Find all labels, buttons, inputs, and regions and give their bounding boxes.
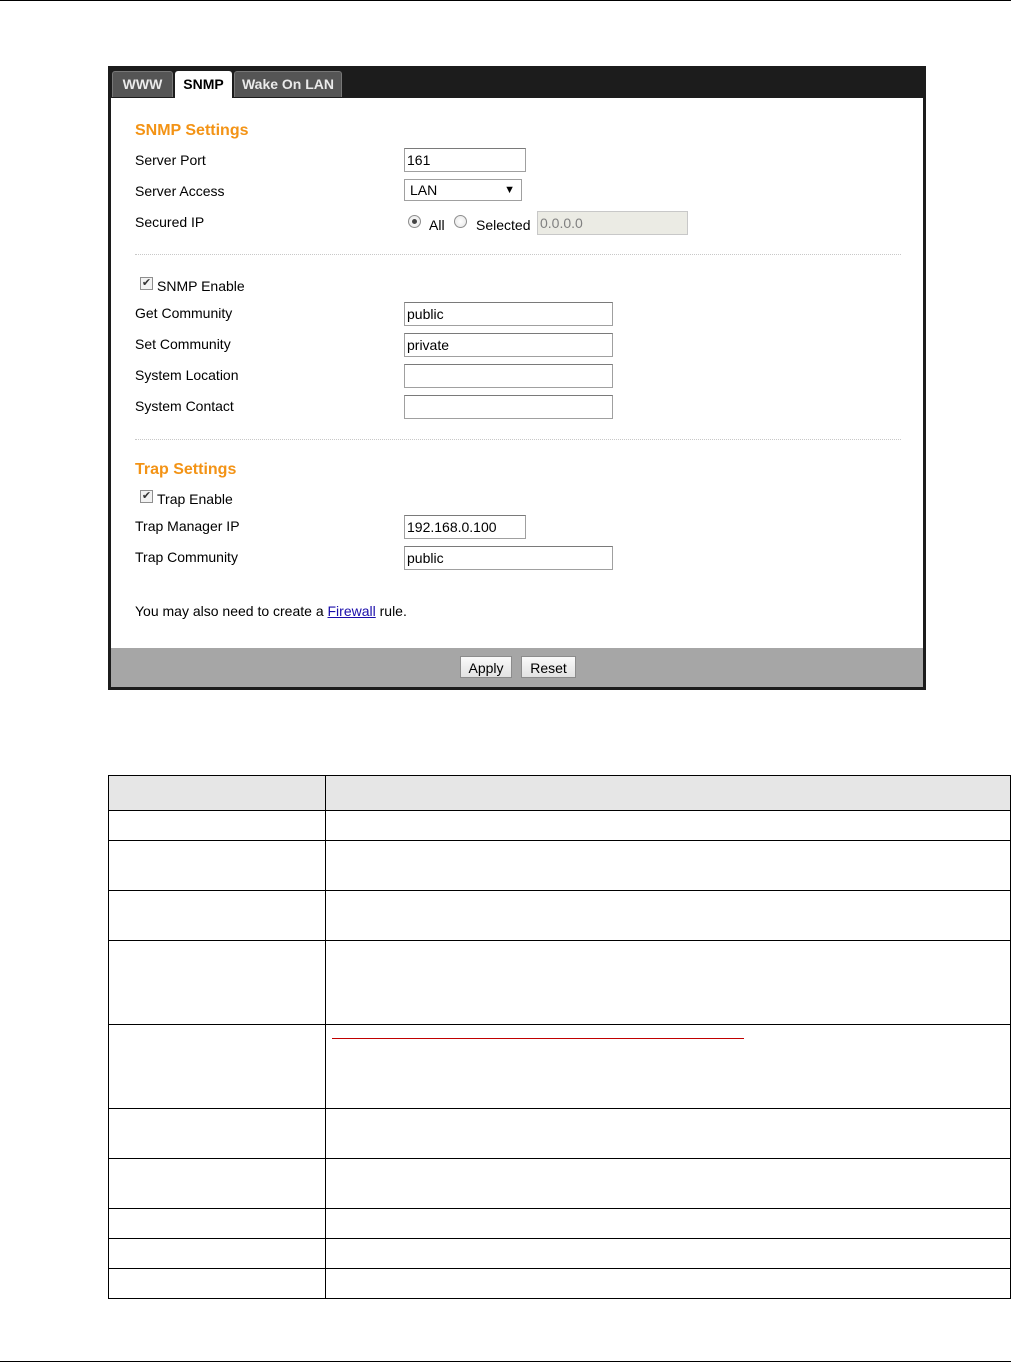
tab-snmp[interactable]: SNMP <box>175 71 232 98</box>
system-contact-label: System Contact <box>135 398 234 414</box>
server-access-label: Server Access <box>135 183 225 199</box>
trap-community-input[interactable] <box>404 546 613 570</box>
system-location-label: System Location <box>135 367 239 383</box>
table-row <box>108 1239 1011 1269</box>
apply-button[interactable]: Apply <box>460 656 512 678</box>
get-community-input[interactable] <box>404 302 613 326</box>
table-row <box>108 891 1011 941</box>
system-location-input[interactable] <box>404 364 613 388</box>
page-bottom-rule <box>0 1361 1011 1362</box>
firewall-link[interactable]: Firewall <box>327 603 376 619</box>
get-community-label: Get Community <box>135 305 233 321</box>
secured-ip-all-radio[interactable] <box>408 215 421 228</box>
settings-panel <box>111 98 923 648</box>
secured-ip-input[interactable] <box>537 211 688 235</box>
system-contact-input[interactable] <box>404 395 613 419</box>
trap-manager-ip-input[interactable] <box>404 515 526 539</box>
trap-enable-checkbox[interactable]: ✔ <box>141 490 152 502</box>
table-header-row <box>108 775 1011 811</box>
table-row <box>108 1109 1011 1159</box>
section-divider <box>135 254 901 255</box>
trap-enable-label: Trap Enable <box>157 491 233 507</box>
snmp-settings-title: SNMP Settings <box>135 122 249 139</box>
reset-button[interactable]: Reset <box>521 656 576 678</box>
firewall-note-prefix: You may also need to create a <box>135 603 328 619</box>
dropdown-arrow-icon: ▼ <box>504 184 515 196</box>
annotation-underline <box>332 1038 744 1039</box>
set-community-input[interactable] <box>404 333 613 357</box>
server-port-input[interactable] <box>404 148 526 172</box>
table-row <box>108 941 1011 1025</box>
section-divider <box>135 439 901 440</box>
snmp-screen-frame <box>108 66 926 690</box>
secured-ip-label: Secured IP <box>135 214 205 230</box>
table-row <box>108 811 1011 841</box>
snmp-enable-label: SNMP Enable <box>157 278 245 294</box>
table-row <box>108 1269 1011 1299</box>
snmp-enable-checkbox[interactable]: ✔ <box>141 277 152 289</box>
table-row <box>108 1209 1011 1239</box>
button-bar <box>111 648 923 687</box>
trap-settings-title: Trap Settings <box>135 461 237 478</box>
set-community-label: Set Community <box>135 336 231 352</box>
server-port-label: Server Port <box>135 152 206 168</box>
trap-community-label: Trap Community <box>135 549 238 565</box>
secured-ip-selected-label: Selected <box>476 217 531 233</box>
server-access-value: LAN <box>410 182 438 198</box>
page-top-rule <box>0 0 1011 1</box>
secured-ip-selected-radio[interactable] <box>454 215 467 228</box>
tab-www[interactable]: WWW <box>112 71 173 97</box>
table-row <box>108 1159 1011 1209</box>
server-access-select[interactable] <box>404 179 522 201</box>
firewall-note-suffix: rule. <box>375 603 407 619</box>
tab-wake-on-lan[interactable]: Wake On LAN <box>234 71 342 97</box>
secured-ip-all-label: All <box>429 217 445 233</box>
firewall-note <box>135 603 407 619</box>
table-row <box>108 841 1011 891</box>
trap-manager-ip-label: Trap Manager IP <box>135 518 240 534</box>
